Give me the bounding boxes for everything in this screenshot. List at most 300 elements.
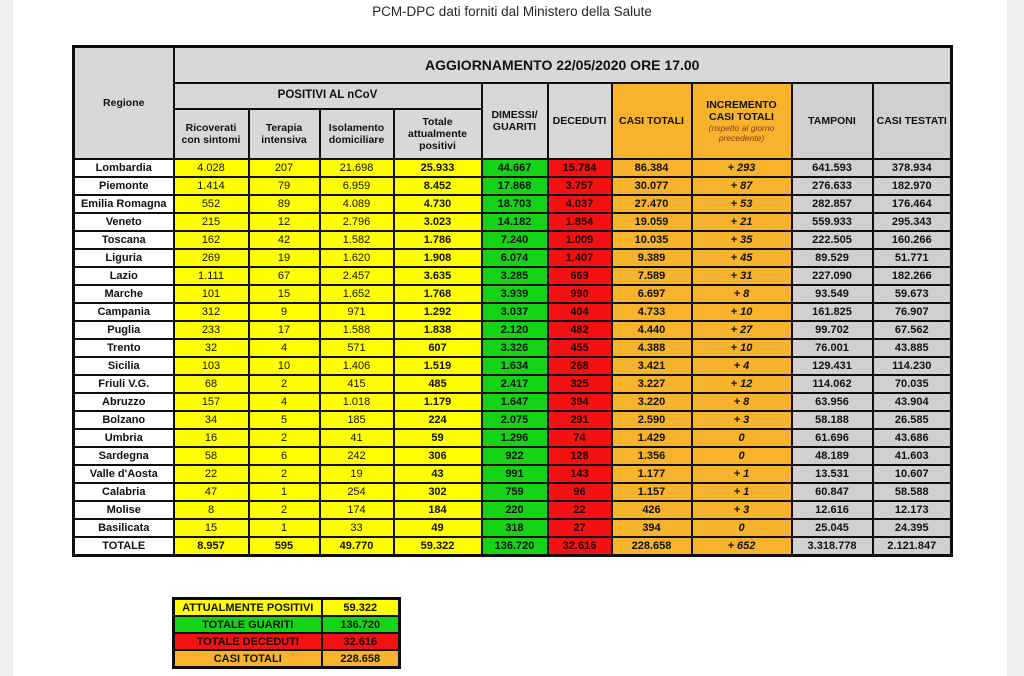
table-row (74, 447, 952, 465)
value-cell: 1.620 (320, 249, 394, 267)
value-cell: 86.384 (612, 159, 692, 177)
value-cell: + 4 (692, 357, 792, 375)
value-cell: 378.934 (873, 159, 952, 177)
column-header-tested: CASI TESTATI (873, 83, 952, 159)
value-cell: 2 (249, 501, 320, 519)
table-row (74, 357, 952, 375)
value-cell: 455 (548, 339, 612, 357)
table-row (74, 195, 952, 213)
table-row (74, 375, 952, 393)
increment-note: (rispetto al giorno precedente) (708, 123, 775, 143)
value-cell: 59.322 (394, 537, 482, 556)
value-cell: 93.549 (792, 285, 873, 303)
value-cell: 0 (692, 429, 792, 447)
value-cell: 12 (249, 213, 320, 231)
table-row (74, 339, 952, 357)
value-cell: 58.188 (792, 411, 873, 429)
value-cell: 4.388 (612, 339, 692, 357)
value-cell: 1.838 (394, 321, 482, 339)
value-cell: 174 (320, 501, 394, 519)
value-cell: 3.318.778 (792, 537, 873, 556)
value-cell: 291 (548, 411, 612, 429)
value-cell: 182.266 (873, 267, 952, 285)
value-cell: 552 (174, 195, 249, 213)
value-cell: 1.519 (394, 357, 482, 375)
value-cell: + 35 (692, 231, 792, 249)
value-cell: 1.406 (320, 357, 394, 375)
value-cell: 4.028 (174, 159, 249, 177)
value-cell: 136.720 (482, 537, 548, 556)
value-cell: 404 (548, 303, 612, 321)
table-row (74, 321, 952, 339)
page-title: PCM-DPC dati forniti dal Ministero della Salute (372, 4, 652, 19)
value-cell: 207 (249, 159, 320, 177)
value-cell: 67.562 (873, 321, 952, 339)
header-row-banner (74, 47, 952, 84)
value-cell: 325 (548, 375, 612, 393)
value-cell: 43.686 (873, 429, 952, 447)
value-cell: 1.582 (320, 231, 394, 249)
column-header-hospitalized: Ricoverati con sintomi (174, 109, 249, 159)
column-header-region: Regione (74, 47, 174, 160)
table-row (74, 285, 952, 303)
column-header-home-isolation: Isolamento domiciliare (320, 109, 394, 159)
value-cell: 1.292 (394, 303, 482, 321)
summary-value: 59.322 (322, 599, 400, 617)
value-cell: 59.673 (873, 285, 952, 303)
value-cell: 48.189 (792, 447, 873, 465)
value-cell: 394 (548, 393, 612, 411)
value-cell: 17 (249, 321, 320, 339)
value-cell: 33 (320, 519, 394, 537)
value-cell: 44.667 (482, 159, 548, 177)
value-cell: 3.939 (482, 285, 548, 303)
value-cell: 2 (249, 375, 320, 393)
table-row (74, 465, 952, 483)
value-cell: 22 (174, 465, 249, 483)
value-cell: 1.588 (320, 321, 394, 339)
column-header-icu: Terapia intensiva (249, 109, 320, 159)
increment-label: INCREMENTO CASI TOTALI (706, 99, 777, 124)
value-cell: 19 (320, 465, 394, 483)
region-name: Valle d'Aosta (74, 465, 174, 483)
value-cell: 222.505 (792, 231, 873, 249)
value-cell: 3.326 (482, 339, 548, 357)
value-cell: 559.933 (792, 213, 873, 231)
value-cell: + 3 (692, 411, 792, 429)
value-cell: 16 (174, 429, 249, 447)
summary-table (172, 597, 401, 669)
value-cell: 254 (320, 483, 394, 501)
value-cell: 3.285 (482, 267, 548, 285)
region-name: Emilia Romagna (74, 195, 174, 213)
summary-label: ATTUALMENTE POSITIVI (174, 599, 322, 617)
value-cell: 3.635 (394, 267, 482, 285)
summary-value: 228.658 (322, 650, 400, 668)
value-cell: 276.633 (792, 177, 873, 195)
value-cell: 12.173 (873, 501, 952, 519)
value-cell: 426 (612, 501, 692, 519)
value-cell: 19 (249, 249, 320, 267)
value-cell: 306 (394, 447, 482, 465)
value-cell: 60.847 (792, 483, 873, 501)
value-cell: 101 (174, 285, 249, 303)
value-cell: + 21 (692, 213, 792, 231)
value-cell: 99.702 (792, 321, 873, 339)
value-cell: 15 (249, 285, 320, 303)
value-cell: + 53 (692, 195, 792, 213)
value-cell: + 45 (692, 249, 792, 267)
page-margin-left (0, 0, 13, 676)
value-cell: 27 (548, 519, 612, 537)
value-cell: 1.157 (612, 483, 692, 501)
region-name: Umbria (74, 429, 174, 447)
value-cell: 9 (249, 303, 320, 321)
table-row (74, 267, 952, 285)
value-cell: 22 (548, 501, 612, 519)
column-header-deceased: DECEDUTI (548, 83, 612, 159)
region-name: Trento (74, 339, 174, 357)
value-cell: 4 (249, 339, 320, 357)
value-cell: 394 (612, 519, 692, 537)
value-cell: 63.956 (792, 393, 873, 411)
region-name: Abruzzo (74, 393, 174, 411)
value-cell: 58 (174, 447, 249, 465)
value-cell: 669 (548, 267, 612, 285)
value-cell: 1.009 (548, 231, 612, 249)
region-name: Lazio (74, 267, 174, 285)
value-cell: + 27 (692, 321, 792, 339)
value-cell: 89.529 (792, 249, 873, 267)
value-cell: 1.018 (320, 393, 394, 411)
value-cell: 224 (394, 411, 482, 429)
value-cell: 51.771 (873, 249, 952, 267)
value-cell: 8.957 (174, 537, 249, 556)
value-cell: 129.431 (792, 357, 873, 375)
region-name: Veneto (74, 213, 174, 231)
value-cell: 1.647 (482, 393, 548, 411)
value-cell: 4 (249, 393, 320, 411)
value-cell: + 1 (692, 483, 792, 501)
value-cell: 74 (548, 429, 612, 447)
region-name: Liguria (74, 249, 174, 267)
value-cell: 32 (174, 339, 249, 357)
value-cell: 128 (548, 447, 612, 465)
value-cell: 114.062 (792, 375, 873, 393)
table-row (74, 213, 952, 231)
value-cell: 295.343 (873, 213, 952, 231)
value-cell: + 10 (692, 303, 792, 321)
value-cell: 161.825 (792, 303, 873, 321)
value-cell: 302 (394, 483, 482, 501)
value-cell: 182.970 (873, 177, 952, 195)
value-cell: 2.796 (320, 213, 394, 231)
value-cell: 42 (249, 231, 320, 249)
value-cell: 21.698 (320, 159, 394, 177)
value-cell: 10 (249, 357, 320, 375)
table-row (74, 231, 952, 249)
value-cell: 607 (394, 339, 482, 357)
value-cell: 3.227 (612, 375, 692, 393)
value-cell: 1.908 (394, 249, 482, 267)
update-banner: AGGIORNAMENTO 22/05/2020 ORE 17.00 (174, 47, 952, 84)
value-cell: 59 (394, 429, 482, 447)
table-header (74, 47, 952, 160)
table-row (74, 411, 952, 429)
value-cell: + 31 (692, 267, 792, 285)
value-cell: 1 (249, 519, 320, 537)
value-cell: 1 (249, 483, 320, 501)
value-cell: 61.696 (792, 429, 873, 447)
value-cell: 4.733 (612, 303, 692, 321)
value-cell: 25.933 (394, 159, 482, 177)
value-cell: 3.220 (612, 393, 692, 411)
covid-data-table (72, 45, 953, 557)
value-cell: 485 (394, 375, 482, 393)
value-cell: 1.768 (394, 285, 482, 303)
value-cell: 4.089 (320, 195, 394, 213)
summary-label: TOTALE DECEDUTI (174, 633, 322, 650)
value-cell: 2.075 (482, 411, 548, 429)
value-cell: 6.959 (320, 177, 394, 195)
value-cell: 4.730 (394, 195, 482, 213)
value-cell: + 8 (692, 285, 792, 303)
region-name: Bolzano (74, 411, 174, 429)
value-cell: 228.658 (612, 537, 692, 556)
table-row (74, 483, 952, 501)
value-cell: 641.593 (792, 159, 873, 177)
value-cell: 312 (174, 303, 249, 321)
value-cell: 157 (174, 393, 249, 411)
value-cell: 15.784 (548, 159, 612, 177)
value-cell: 6.697 (612, 285, 692, 303)
table-row (74, 429, 952, 447)
value-cell: 242 (320, 447, 394, 465)
value-cell: 1.177 (612, 465, 692, 483)
summary-row (174, 616, 400, 633)
value-cell: 2 (249, 465, 320, 483)
value-cell: 79 (249, 177, 320, 195)
value-cell: + 10 (692, 339, 792, 357)
region-name: Friuli V.G. (74, 375, 174, 393)
region-name: TOTALE (74, 537, 174, 556)
value-cell: 5 (249, 411, 320, 429)
value-cell: 70.035 (873, 375, 952, 393)
table-row (74, 303, 952, 321)
header-row-groups (74, 83, 952, 109)
value-cell: 160.266 (873, 231, 952, 249)
summary-value: 136.720 (322, 616, 400, 633)
value-cell: + 8 (692, 393, 792, 411)
page-margin-right (1007, 0, 1024, 676)
value-cell: 176.464 (873, 195, 952, 213)
value-cell: 759 (482, 483, 548, 501)
region-name: Sicilia (74, 357, 174, 375)
value-cell: 143 (548, 465, 612, 483)
summary-label: TOTALE GUARITI (174, 616, 322, 633)
value-cell: 2.121.847 (873, 537, 952, 556)
value-cell: + 12 (692, 375, 792, 393)
summary-row (174, 599, 400, 617)
value-cell: 43.904 (873, 393, 952, 411)
value-cell: 0 (692, 519, 792, 537)
value-cell: 41.603 (873, 447, 952, 465)
value-cell: 1.296 (482, 429, 548, 447)
value-cell: 1.634 (482, 357, 548, 375)
value-cell: 233 (174, 321, 249, 339)
value-cell: 41 (320, 429, 394, 447)
table-row (74, 159, 952, 177)
value-cell: 1.179 (394, 393, 482, 411)
region-name: Puglia (74, 321, 174, 339)
region-name: Basilicata (74, 519, 174, 537)
value-cell: 227.090 (792, 267, 873, 285)
value-cell: 8 (174, 501, 249, 519)
region-name: Campania (74, 303, 174, 321)
value-cell: 595 (249, 537, 320, 556)
value-cell: 6.074 (482, 249, 548, 267)
value-cell: 68 (174, 375, 249, 393)
value-cell: 10.035 (612, 231, 692, 249)
value-cell: 103 (174, 357, 249, 375)
region-name: Marche (74, 285, 174, 303)
value-cell: + 3 (692, 501, 792, 519)
value-cell: 19.059 (612, 213, 692, 231)
value-cell: 4.440 (612, 321, 692, 339)
value-cell: 7.240 (482, 231, 548, 249)
value-cell: 3.421 (612, 357, 692, 375)
table-row (74, 501, 952, 519)
value-cell: 8.452 (394, 177, 482, 195)
table-row-total (74, 537, 952, 556)
value-cell: 3.757 (548, 177, 612, 195)
value-cell: 114.230 (873, 357, 952, 375)
value-cell: 76.001 (792, 339, 873, 357)
value-cell: + 1 (692, 465, 792, 483)
value-cell: + 87 (692, 177, 792, 195)
column-header-total-cases: CASI TOTALI (612, 83, 692, 159)
table-row (74, 177, 952, 195)
column-header-swabs: TAMPONI (792, 83, 873, 159)
value-cell: 7.589 (612, 267, 692, 285)
value-cell: 3.023 (394, 213, 482, 231)
table-row (74, 519, 952, 537)
value-cell: 1.111 (174, 267, 249, 285)
value-cell: 1.786 (394, 231, 482, 249)
value-cell: 1.429 (612, 429, 692, 447)
value-cell: 220 (482, 501, 548, 519)
value-cell: 96 (548, 483, 612, 501)
value-cell: 1.407 (548, 249, 612, 267)
summary-label: CASI TOTALI (174, 650, 322, 668)
value-cell: 58.588 (873, 483, 952, 501)
value-cell: 89 (249, 195, 320, 213)
region-name: Piemonte (74, 177, 174, 195)
value-cell: 15 (174, 519, 249, 537)
value-cell: 482 (548, 321, 612, 339)
value-cell: 32.616 (548, 537, 612, 556)
value-cell: 268 (548, 357, 612, 375)
value-cell: 34 (174, 411, 249, 429)
value-cell: 1.854 (548, 213, 612, 231)
value-cell: 184 (394, 501, 482, 519)
column-group-positives: POSITIVI AL nCoV (174, 83, 482, 109)
value-cell: 2.457 (320, 267, 394, 285)
value-cell: 971 (320, 303, 394, 321)
region-name: Lombardia (74, 159, 174, 177)
value-cell: 13.531 (792, 465, 873, 483)
value-cell: 18.703 (482, 195, 548, 213)
value-cell: 162 (174, 231, 249, 249)
value-cell: 27.470 (612, 195, 692, 213)
value-cell: 1.414 (174, 177, 249, 195)
value-cell: 215 (174, 213, 249, 231)
value-cell: 415 (320, 375, 394, 393)
value-cell: 25.045 (792, 519, 873, 537)
value-cell: 2.120 (482, 321, 548, 339)
value-cell: 26.585 (873, 411, 952, 429)
value-cell: 30.077 (612, 177, 692, 195)
region-name: Toscana (74, 231, 174, 249)
value-cell: 67 (249, 267, 320, 285)
value-cell: + 293 (692, 159, 792, 177)
value-cell: 12.616 (792, 501, 873, 519)
value-cell: 49 (394, 519, 482, 537)
value-cell: 269 (174, 249, 249, 267)
value-cell: 0 (692, 447, 792, 465)
summary-row (174, 650, 400, 668)
summary-value: 32.616 (322, 633, 400, 650)
value-cell: 9.389 (612, 249, 692, 267)
value-cell: 2.417 (482, 375, 548, 393)
value-cell: 4.037 (548, 195, 612, 213)
value-cell: 571 (320, 339, 394, 357)
value-cell: 3.037 (482, 303, 548, 321)
table-row (74, 393, 952, 411)
value-cell: 1.356 (612, 447, 692, 465)
column-header-increment (692, 83, 792, 159)
value-cell: 2 (249, 429, 320, 447)
value-cell: 10.607 (873, 465, 952, 483)
value-cell: 24.395 (873, 519, 952, 537)
region-name: Molise (74, 501, 174, 519)
value-cell: 14.182 (482, 213, 548, 231)
value-cell: 17.868 (482, 177, 548, 195)
value-cell: 47 (174, 483, 249, 501)
region-name: Calabria (74, 483, 174, 501)
summary-body (174, 599, 400, 668)
value-cell: 43.885 (873, 339, 952, 357)
value-cell: 922 (482, 447, 548, 465)
value-cell: 990 (548, 285, 612, 303)
value-cell: 991 (482, 465, 548, 483)
value-cell: 49.770 (320, 537, 394, 556)
value-cell: + 652 (692, 537, 792, 556)
value-cell: 43 (394, 465, 482, 483)
value-cell: 318 (482, 519, 548, 537)
region-name: Sardegna (74, 447, 174, 465)
value-cell: 2.590 (612, 411, 692, 429)
value-cell: 282.857 (792, 195, 873, 213)
table-body (74, 159, 952, 556)
column-header-total-positive: Totale attualmente positivi (394, 109, 482, 159)
column-header-recovered: DIMESSI/ GUARITI (482, 83, 548, 159)
value-cell: 1.652 (320, 285, 394, 303)
value-cell: 76.907 (873, 303, 952, 321)
value-cell: 185 (320, 411, 394, 429)
summary-row (174, 633, 400, 650)
value-cell: 6 (249, 447, 320, 465)
